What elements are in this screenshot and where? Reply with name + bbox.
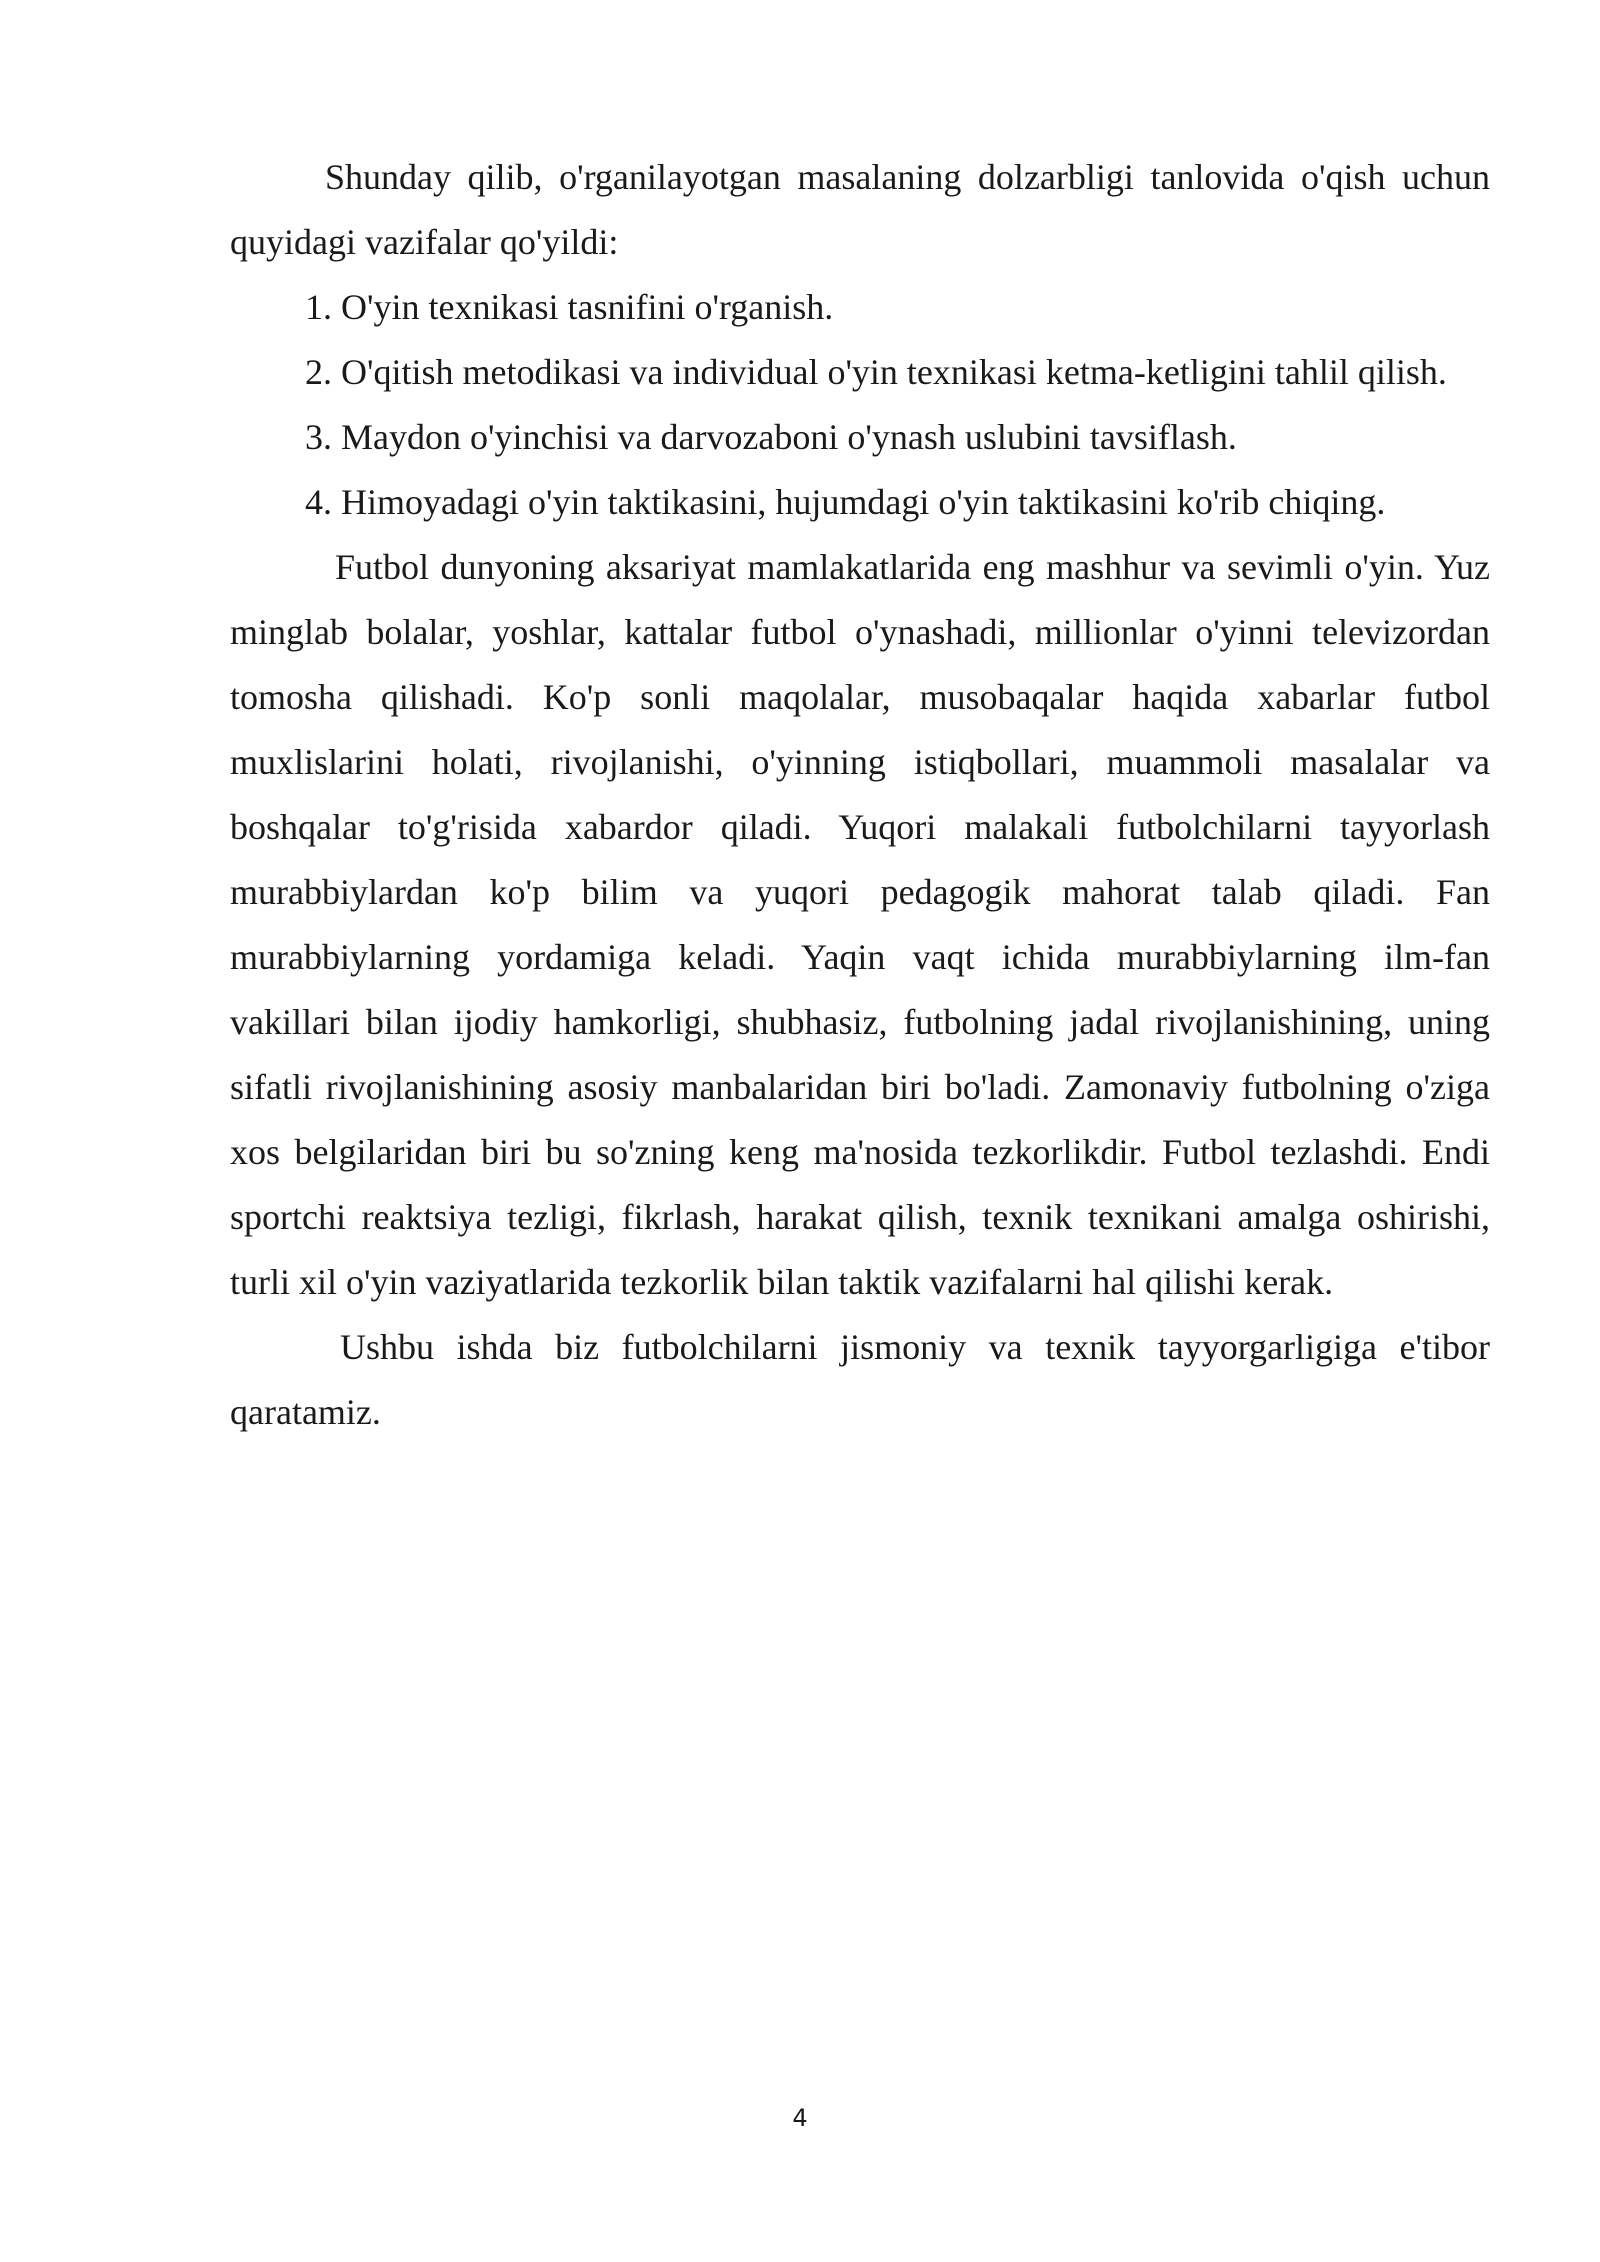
body-paragraph: Futbol dunyoning aksariyat mamlakatlarida eng mashhur va sevimli o'yin. Yuz minglab bolalar, yoshlar, kattalar futbol o'ynashadi, millionlar o'yinni televizordan tomosha qilishadi. Ko'p sonli maqolalar, musobaqalar haqida xabarlar futbol muxlislarini holati, rivojlanishi, o'yinning istiqbollari, muammoli masalalar va boshqalar to'g'risida xabardor qiladi. Yuqori malakali futbolchilarni tayyorlash murabbiylardan ko'p bilim va yuqori pedagogik mahorat talab qiladi. Fan murabbiylarning yordamiga keladi. Yaqin vaqt ichida murabbiylarning ilm-fan vakillari bilan ijodiy hamkorligi, shubhasiz, futbolning jadal rivojlanishining, uning sifatli rivojlanishining asosiy manbalaridan biri bo'ladi. Zamonaviy futbolning o'ziga xos belgilaridan biri bu so'zning keng ma'nosida tezkorlikdir. Futbol tezlashdi. Endi sportchi reaktsiya tezligi, fikrlash, harakat qilish, texnik texnikani amalga oshirishi, turli xil o'yin vaziyatlarida tezkorlik bilan taktik vazifalarni hal qilishi kerak. xyxy=(230,547,1490,1302)
task-item-2: 2. O'qitish metodikasi va individual o'yin texnikasi ketma-ketligini tahlil qilish. xyxy=(305,352,1447,392)
page-number: 4 xyxy=(792,2104,808,2132)
intro-paragraph: Shunday qilib, o'rganilayotgan masalaning dolzarbligi tanlovida o'qish uchun quyidagi vazifalar qo'yildi: xyxy=(230,157,1490,262)
task-item-3: 3. Maydon o'yinchisi va darvozaboni o'ynash uslubini tavsiflash. xyxy=(305,417,1237,457)
task-item-4: 4. Himoyadagi o'yin taktikasini, hujumdagi o'yin taktikasini ko'rib chiqing. xyxy=(305,482,1386,522)
final-paragraph: Ushbu ishda biz futbolchilarni jismoniy va texnik tayyorgarligiga e'tibor qaratamiz. xyxy=(230,1327,1490,1432)
task-item-1: 1. O'yin texnikasi tasnifini o'rganish. xyxy=(305,287,834,327)
page-content xyxy=(230,145,1490,1445)
